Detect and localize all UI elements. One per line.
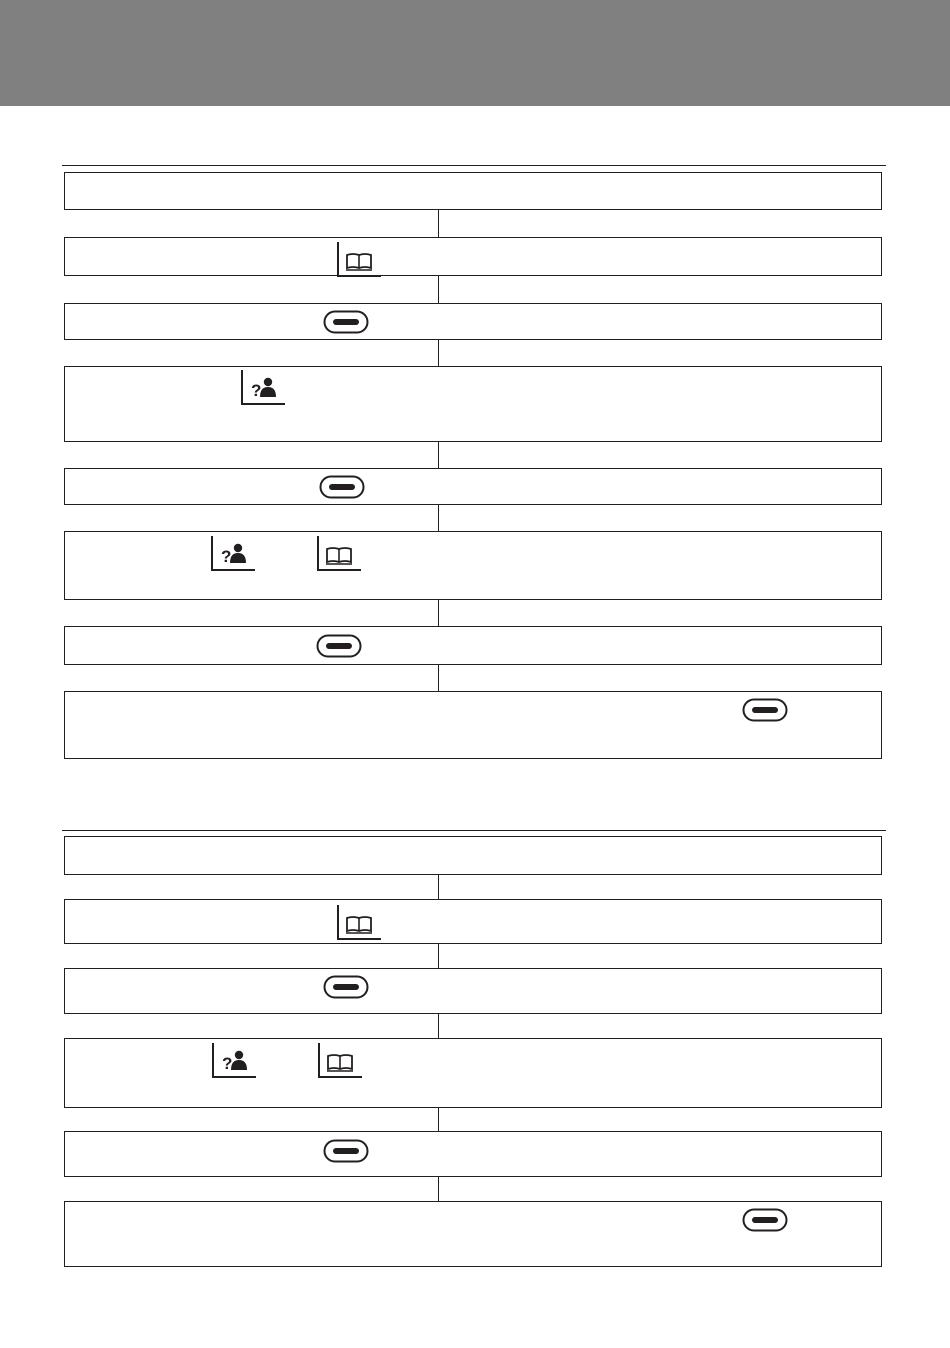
- enter-key-icon: [742, 698, 788, 722]
- section-1-connector: [438, 210, 439, 237]
- section-1-step-2: [64, 237, 882, 276]
- section-2-connector: [438, 1108, 439, 1131]
- phonebook-key-icon: [211, 535, 255, 571]
- section-1-step-4: [64, 366, 882, 442]
- section-2-connector: [438, 1014, 439, 1038]
- section-1-connector: [438, 600, 439, 626]
- section-2-step-5: [64, 1131, 882, 1177]
- section-1-step-6: [64, 531, 882, 600]
- book-key-icon: [318, 1042, 362, 1078]
- section-1-connector: [438, 505, 439, 531]
- section-2-step-2: [64, 899, 882, 944]
- enter-key-icon: [319, 475, 365, 499]
- enter-key-icon: [323, 310, 369, 334]
- section-1-connector: [438, 442, 439, 468]
- section-2-rule: [62, 830, 886, 831]
- section-2-connector: [438, 1177, 439, 1201]
- enter-key-icon: [742, 1208, 788, 1232]
- enter-key-icon: [316, 634, 362, 658]
- section-2-step-1: [64, 836, 882, 875]
- section-1-step-8: [64, 691, 882, 759]
- book-key-icon: [337, 241, 381, 277]
- section-2-step-4: [64, 1038, 882, 1108]
- section-1-connector: [438, 340, 439, 366]
- book-key-icon: [317, 535, 361, 571]
- phonebook-key-icon: [212, 1042, 256, 1078]
- section-2-connector: [438, 944, 439, 968]
- phonebook-key-icon: [241, 369, 285, 405]
- section-2-step-3: [64, 968, 882, 1014]
- section-1-step-1: [64, 172, 882, 210]
- section-1-step-3: [64, 303, 882, 340]
- section-2-connector: [438, 875, 439, 899]
- header-band: [0, 0, 950, 106]
- section-1-rule: [62, 165, 886, 166]
- section-1-connector: [438, 665, 439, 691]
- section-1-step-7: [64, 626, 882, 665]
- enter-key-icon: [323, 1139, 369, 1163]
- section-2-step-6: [64, 1201, 882, 1267]
- enter-key-icon: [323, 975, 369, 999]
- section-1-connector: [438, 276, 439, 303]
- section-1-step-5: [64, 468, 882, 505]
- book-key-icon: [337, 904, 381, 940]
